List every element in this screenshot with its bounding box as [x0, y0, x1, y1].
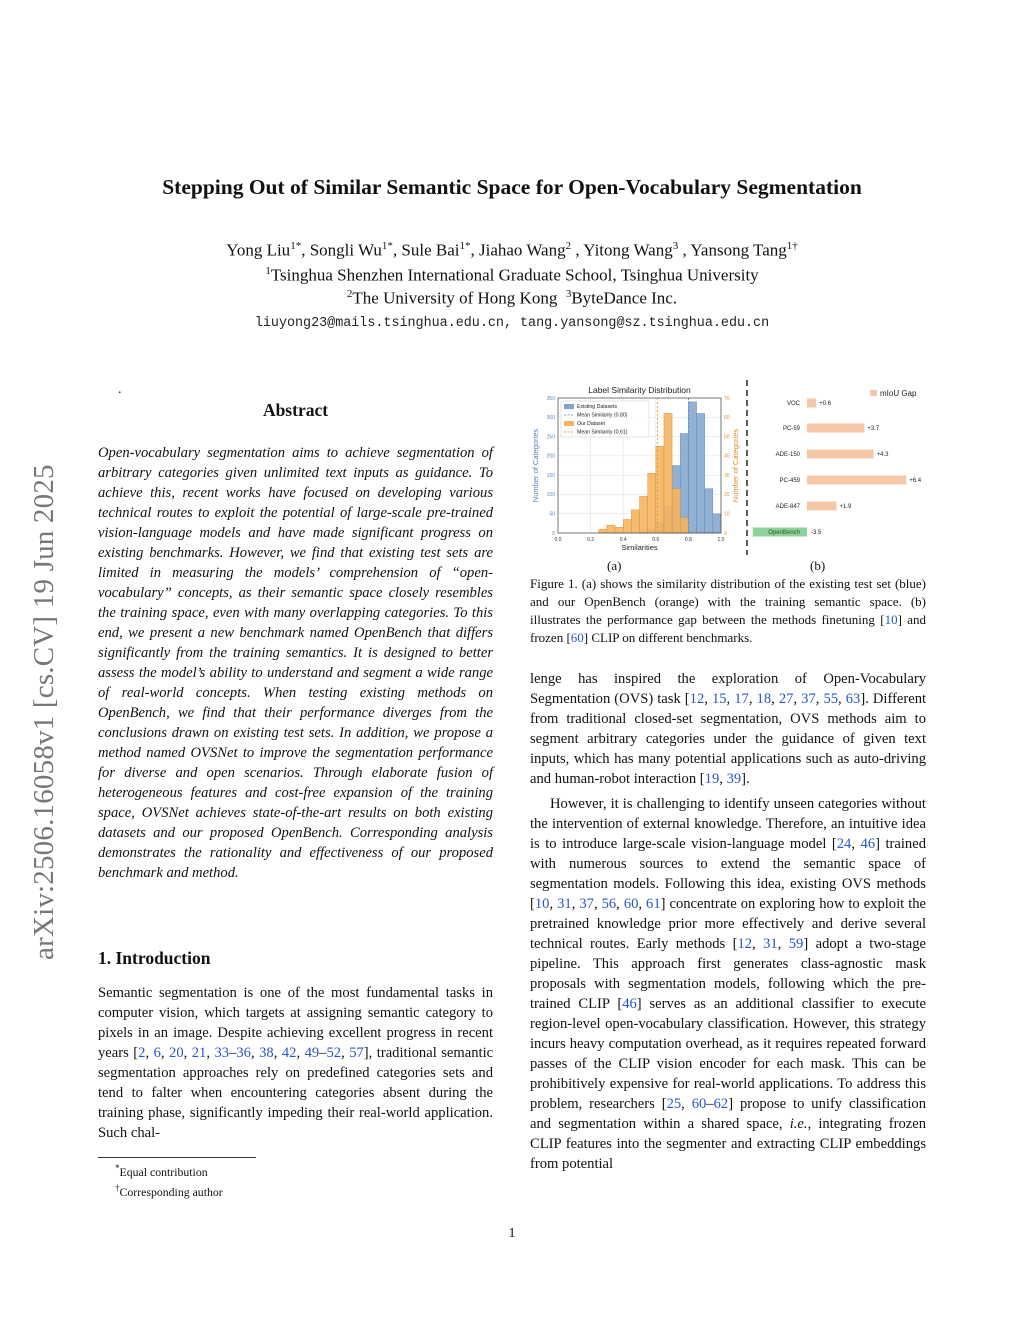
- citation-link[interactable]: 46: [860, 836, 876, 852]
- category-label: PC-459: [779, 478, 800, 484]
- author-name: Yitong Wang: [583, 240, 673, 260]
- footnotes: [115, 1160, 223, 1200]
- citation-link[interactable]: 10: [884, 612, 898, 627]
- intro-paragraph-1: [98, 983, 493, 1143]
- y-tick-label-left: 50: [549, 511, 555, 518]
- page-number: 1: [508, 1226, 516, 1241]
- y-tick-label-right: 60: [724, 415, 730, 422]
- y-tick-label-right: 0: [724, 530, 727, 537]
- y-tick-label-left: 100: [546, 492, 555, 499]
- citation-link[interactable]: 57: [349, 1045, 364, 1061]
- citation-link[interactable]: 10: [534, 896, 550, 912]
- y-tick-label-right: 20: [724, 492, 730, 499]
- histogram-bar-ours: [640, 496, 648, 533]
- citation-link[interactable]: 42: [281, 1045, 297, 1061]
- x-tick-label: 0.2: [587, 537, 595, 543]
- citation-link[interactable]: 60: [570, 630, 584, 645]
- citation-link[interactable]: 38: [259, 1045, 274, 1061]
- author-name: Sule Bai: [401, 240, 460, 260]
- x-axis-label: Similarities: [621, 543, 658, 552]
- chart-legend: [561, 401, 649, 437]
- histogram-bar-ours: [615, 527, 623, 533]
- citation-link[interactable]: 39: [726, 771, 742, 787]
- histogram-bar-existing: [713, 514, 721, 533]
- citation-link[interactable]: 6: [153, 1045, 161, 1061]
- author-emails: liuyong23@mails.tsinghua.edu.cn, tang.yansong@sz.tsinghua.edu.cn: [254, 316, 770, 331]
- italic-text: i.e.: [789, 1116, 808, 1132]
- arxiv-stamp: arXiv:2506.16058v1 [cs.CV] 19 Jun 2025: [28, 464, 60, 960]
- category-label: PC-59: [782, 426, 800, 432]
- y-tick-label-right: 10: [724, 511, 730, 518]
- footnote-equal: *Equal contribution: [115, 1163, 208, 1179]
- citation-link[interactable]: 37: [579, 896, 594, 912]
- footnote-corresponding: †Corresponding author: [115, 1182, 223, 1199]
- legend-swatch: [564, 421, 574, 426]
- citation-link[interactable]: 2: [138, 1045, 146, 1061]
- histogram-bar-ours: [599, 529, 607, 533]
- y-tick-label-left: 150: [546, 472, 555, 479]
- intro-paragraph-1-continued: [530, 669, 926, 789]
- intro-paragraph-2: [530, 794, 926, 1174]
- author-list: Yong Liu$^{1*}$, Songli $Wu^{1*}$, Sule Bai$^{1*}$, Jiahao Wang$^2$ , Yitong Wang$^3$ , Yansong Tang$^{1\dagger}$: [226, 240, 798, 260]
- gap-bar: [807, 424, 864, 433]
- histogram-bar-ours: [623, 520, 631, 534]
- intro-p1c-text: lenge has inspired the exploration of Open-Vocabulary Segmentation (OVS) task [12, 15, 17, 18, 27, 37, 55, 63]. Different from traditional closed-set segmentation, OVS methods aim to segment arbitrary categories under the guidance of given text inputs, which has many potential applications such as auto-driving and human-robot interaction [19, 39].: [530, 671, 927, 787]
- citation-link[interactable]: 59: [788, 936, 804, 952]
- citation-link[interactable]: 12: [737, 936, 753, 952]
- intro-p1-text: Semantic segmentation is one of the most fundamental tasks in computer vision, which targets at assigning semantic category to pixels in an image. Despite achieving excellent progress in recent years [2, 6, 20, 21, 33–36, 38, 42, 49–52, 57], traditional semantic segmentation approaches rely on predefined categories sets and tend to falter when encountering categories absent during the training phase, significantly impeding their real-world application. Such chal-: [98, 985, 494, 1141]
- affiliation-2: $^2$The University of Hong Kong $^3$ByteDance Inc.: [346, 288, 678, 308]
- citation-link[interactable]: 63: [845, 691, 861, 707]
- legend-label: mIoU Gap: [880, 389, 917, 398]
- value-label: +0.6: [819, 401, 832, 407]
- chart-title: Label Similarity Distribution: [588, 385, 691, 395]
- figure-1b-mIoU-gap: [743, 380, 928, 558]
- author-affiliation-mark: 1†: [786, 240, 798, 252]
- intro-p2-text: However, it is challenging to identify unseen categories without the intervention of external knowledge. Therefore, an intuitive idea is to introduce large-scale vision-language model [24, 46] trained with numerous sources to extend the semantic space of segmentation models. Following this idea, existing OVS methods [10, 31, 37, 56, 60, 61] concentrate on exploring how to exploit the pretrained knowledge prior more effectively and derive several technical routes. Early methods [12, 31, 59] adopt a two-stage pipeline. This approach first generates class-agnostic mask proposals with segmentation models, following which the pre-trained CLIP [46] serves as an additional classifier to execute region-level open-vocabulary classification. However, this strategy incurs heavy computation overhead, as it requires repeated forward passes of the CLIP vision encoder for each mask. This can be prohibitively expensive for real-world applications. To address this problem, researchers [25, 60–62] propose to unify classification and segmentation within a shared space, i.e., integrating frozen CLIP features into the segmenter and extracting CLIP embeddings from potential: [530, 796, 927, 1172]
- category-label: VOC: [786, 401, 800, 407]
- histogram-bar-ours: [672, 489, 680, 533]
- citation-link[interactable]: 52: [326, 1045, 342, 1061]
- citation-link[interactable]: 24: [836, 836, 852, 852]
- citation-link[interactable]: 21: [191, 1045, 207, 1061]
- gap-bar: [807, 502, 836, 511]
- abstract-paragraph: Open-vocabulary segmentation aims to achieve segmentation of arbitrary categories given unlimited text inputs as guidance. To achieve this, recent works have focused on developing various technical routes to exploit the potential of large-scale pre-trained vision-language models and have made significant progress on existing benchmarks. However, we find that existing test sets are limited in measuring the models’ comprehension of “open-vocabulary” concepts, as their semantic space closely resembles the training space, even with many overlapping categories. To this end, we present a new benchmark named OpenBench that differs significantly from the training semantics. It is designed to better assess the model’s ability to understand and segment a wide range of real-world concepts. When testing existing methods on OpenBench, we find that their performance diverges from the conclusions drawn on existing test sets. In addition, we propose a method named OVSNet to improve the segmentation performance for diverse and open scenarios. Through elaborate fusion of heterogeneous features and cost-free expansion of the training space, OVSNet achieves state-of-the-art results on both existing datasets and our proposed OpenBench. Corresponding analysis demonstrates the rationality and effectiveness of our proposed benchmark and method.: [98, 445, 493, 881]
- legend-label: Mean Similarity (0.61): [577, 429, 628, 436]
- category-label: ADE-150: [775, 452, 800, 458]
- value-label: -3.5: [811, 530, 822, 536]
- x-tick-label: 1.0: [717, 537, 725, 543]
- histogram-bar-existing: [688, 402, 696, 533]
- legend-label: Our Dataset: [577, 421, 605, 427]
- citation-link[interactable]: 60: [691, 1096, 707, 1112]
- author-affiliation-mark: 3: [672, 240, 679, 252]
- citation-link[interactable]: 18: [756, 691, 772, 707]
- citation-link[interactable]: 31: [557, 896, 572, 912]
- value-label: +3.7: [867, 426, 880, 432]
- paper-title: Stepping Out of Similar Semantic Space for Open-Vocabulary Segmentation: [162, 175, 862, 199]
- author-name: Yong Liu: [226, 240, 291, 260]
- figure-1: [528, 380, 928, 558]
- x-tick-label: 0.8: [684, 537, 692, 543]
- author-name: Jiahao Wang: [479, 240, 566, 260]
- histogram-bar-existing: [705, 489, 713, 533]
- abstract-heading: Abstract: [262, 400, 329, 420]
- author-affiliation-mark: 1*: [459, 240, 471, 252]
- legend-label: Existing Datasets: [577, 404, 618, 410]
- legend-swatch: [564, 404, 574, 409]
- author-name: Yansong Tang: [690, 240, 787, 260]
- abstract-body: [98, 443, 493, 883]
- figure-label-b: (b): [810, 558, 826, 573]
- citation-link[interactable]: 27: [778, 691, 794, 707]
- citation-link[interactable]: 20: [169, 1045, 184, 1061]
- histogram-bar-ours: [631, 510, 639, 533]
- category-label: ADE-847: [775, 504, 800, 510]
- citation-link[interactable]: 55: [823, 691, 839, 707]
- citation-link[interactable]: 56: [601, 896, 617, 912]
- histogram-bar-ours: [680, 518, 688, 533]
- category-label: OpenBench: [768, 530, 800, 536]
- citation-link[interactable]: 36: [236, 1045, 251, 1061]
- legend-label: Mean Similarity (0.80): [577, 412, 628, 419]
- citation-link[interactable]: 49: [304, 1045, 320, 1061]
- histogram-bar-ours: [664, 413, 672, 533]
- citation-link[interactable]: 15: [711, 691, 727, 707]
- footnote-divider: [98, 1157, 256, 1158]
- author-name: Songli Wu: [309, 240, 382, 260]
- citation-link[interactable]: 33: [214, 1045, 230, 1061]
- y-tick-label-left: 0: [552, 530, 555, 537]
- citation-link[interactable]: 31: [763, 936, 778, 952]
- citation-link[interactable]: 17: [734, 691, 749, 707]
- citation-link[interactable]: 12: [689, 691, 705, 707]
- author-affiliation-mark: 1*: [290, 240, 302, 252]
- y-axis-label-left: Number of Categories: [531, 428, 540, 503]
- y-tick-label-right: 30: [724, 472, 730, 479]
- affiliation-1: $^1$Tsinghua Shenzhen International Graduate School, Tsinghua University: [265, 265, 759, 285]
- citation-link[interactable]: 62: [713, 1096, 729, 1112]
- histogram-bar-ours: [648, 473, 656, 533]
- legend-swatch: [870, 390, 877, 396]
- citation-link[interactable]: 25: [666, 1096, 682, 1112]
- figure-caption-text: Figure 1. (a) shows the similarity distribution of the existing test set (blue) and our OpenBench (orange) with the training semantic space. (b) illustrates the performance gap between the methods finetuning [10] and frozen [60] CLIP on different benchmarks.: [530, 576, 926, 645]
- gap-bar: [807, 450, 874, 459]
- citation-link[interactable]: 46: [622, 996, 637, 1012]
- x-tick-label: 0.6: [652, 537, 660, 543]
- figure-1a-histogram: [528, 380, 743, 558]
- gap-bar: [807, 476, 906, 485]
- gap-bar: [807, 399, 816, 408]
- value-label: +1.9: [839, 504, 852, 510]
- y-tick-label-left: 350: [546, 395, 555, 402]
- histogram-bar-ours: [607, 525, 615, 533]
- stray-mark: .: [118, 382, 122, 397]
- y-tick-label-left: 200: [546, 453, 555, 460]
- histogram-bar-existing: [697, 413, 705, 533]
- y-tick-label-left: 250: [546, 434, 555, 441]
- value-label: +6.4: [909, 478, 922, 484]
- citation-link[interactable]: 19: [704, 771, 720, 787]
- intro-heading: 1. Introduction: [98, 948, 211, 968]
- y-tick-label-left: 300: [546, 415, 555, 422]
- citation-link[interactable]: 60: [623, 896, 639, 912]
- author-affiliation-mark: 1*: [381, 240, 393, 252]
- x-tick-label: 0.0: [554, 537, 562, 543]
- y-tick-label-right: 40: [724, 453, 730, 460]
- citation-link[interactable]: 37: [801, 691, 816, 707]
- y-tick-label-right: 70: [724, 395, 730, 402]
- y-axis-label-right: Number of Categories: [731, 428, 740, 503]
- value-label: +4.3: [876, 452, 889, 458]
- y-tick-label-right: 50: [724, 434, 730, 441]
- author-affiliation-mark: 2: [565, 240, 572, 252]
- figure-label-a: (a): [607, 558, 622, 573]
- figure-caption: [530, 575, 926, 647]
- citation-link[interactable]: 61: [646, 896, 661, 912]
- x-tick-label: 0.4: [619, 537, 627, 543]
